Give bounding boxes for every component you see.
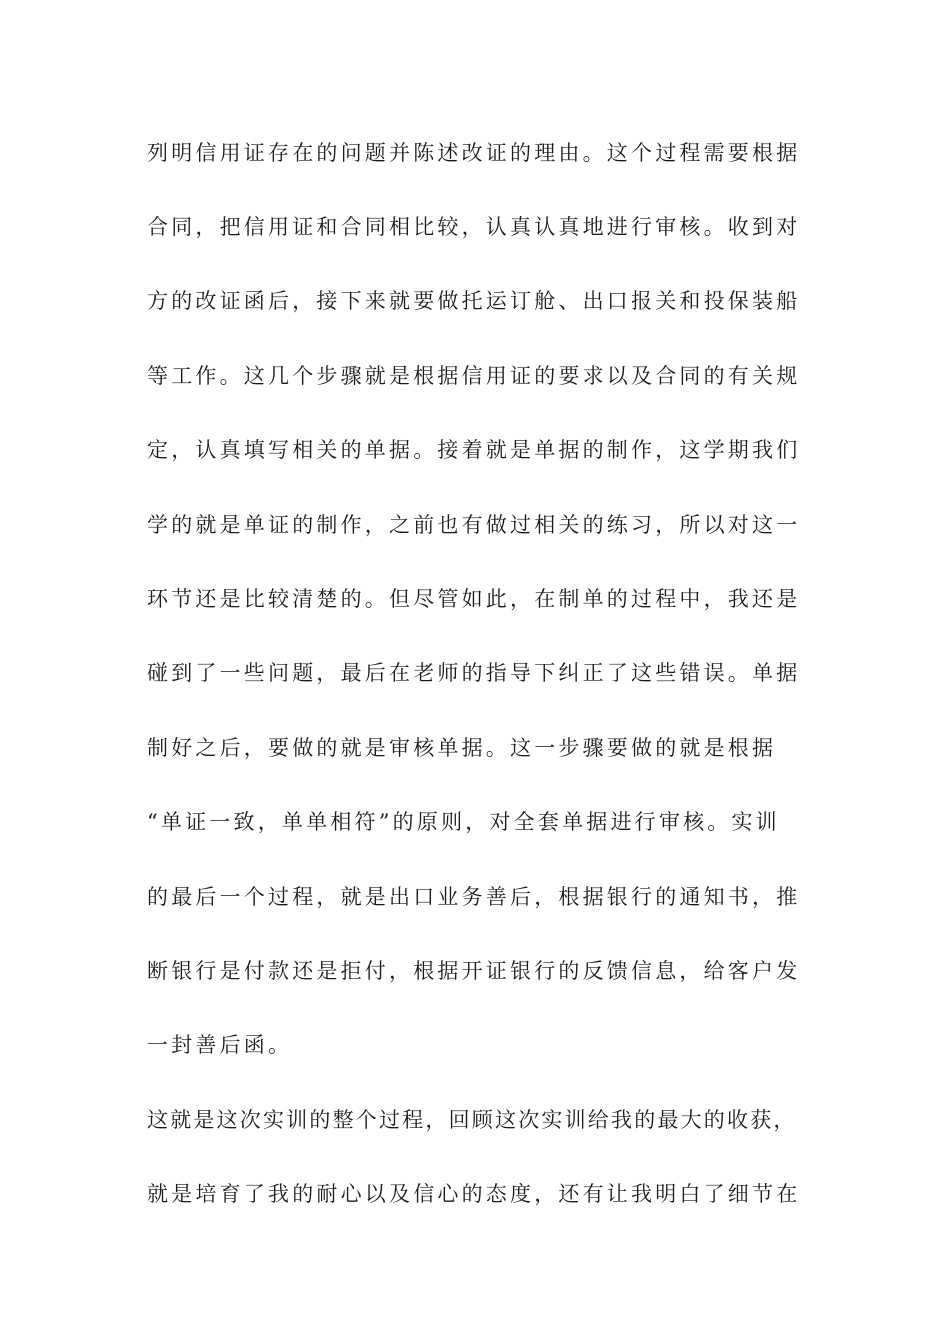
text-line: 定，认真填写相关的单据。接着就是单据的制作，这学期我们	[147, 438, 801, 462]
text-line: 环节还是比较清楚的。但尽管如此，在制单的过程中，我还是	[147, 587, 801, 611]
text-line: 就是培育了我的耐心以及信心的态度，还有让我明白了细节在	[147, 1182, 801, 1206]
text-line: 这就是这次实训的整个过程，回顾这次实训给我的最大的收获，	[147, 1108, 797, 1132]
text-line: 方的改证函后，接下来就要做托运订舱、出口报关和投保装船	[147, 289, 801, 313]
text-line: 列明信用证存在的问题并陈述改证的理由。这个过程需要根据	[147, 141, 801, 165]
text-line: “单证一致，单单相符”的原则，对全套单据进行审核。实训	[147, 810, 780, 834]
text-line: 一封善后函。	[147, 1033, 293, 1057]
text-line: 合同，把信用证和合同相比较，认真认真地进行审核。收到对	[147, 215, 801, 239]
text-line: 断银行是付款还是拒付，根据开证银行的反馈信息，给客户发	[147, 959, 801, 983]
text-line: 制好之后，要做的就是审核单据。这一步骤要做的就是根据	[147, 736, 777, 760]
text-line: 学的就是单证的制作，之前也有做过相关的练习，所以对这一	[147, 513, 801, 537]
text-line: 等工作。这几个步骤就是根据信用证的要求以及合同的有关规	[147, 364, 801, 388]
text-line: 的最后一个过程，就是出口业务善后，根据银行的通知书，推	[147, 885, 801, 909]
text-line: 碰到了一些问题，最后在老师的指导下纠正了这些错误。单据	[147, 661, 801, 685]
